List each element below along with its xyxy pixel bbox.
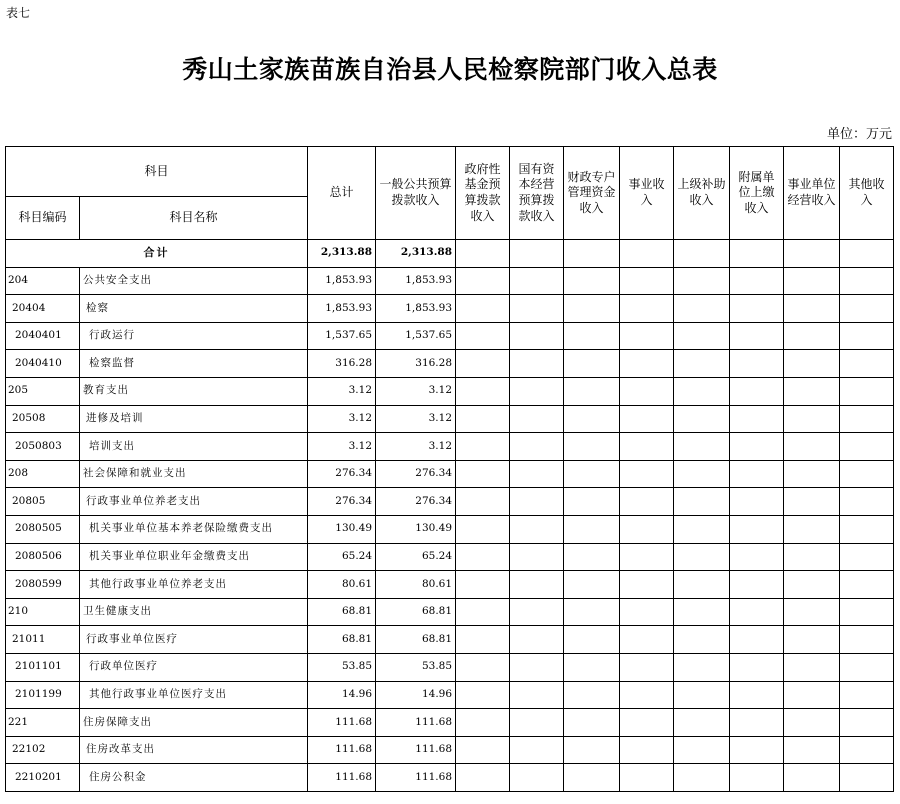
- row-total: 1,853.93: [308, 267, 376, 295]
- empty-cell: [564, 322, 620, 350]
- table-row: [6, 488, 894, 516]
- subject-name: 其他行政事业单位医疗支出: [80, 681, 308, 709]
- empty-cell: [510, 653, 564, 681]
- empty-cell: [840, 433, 894, 461]
- empty-cell: [840, 764, 894, 792]
- table-number: 表七: [6, 6, 31, 20]
- empty-cell: [564, 433, 620, 461]
- empty-cell: [730, 543, 784, 571]
- header-other: 其他收入: [840, 147, 894, 240]
- table-row: [6, 571, 894, 599]
- empty-cell: [620, 764, 674, 792]
- subject-code: 21011: [6, 626, 80, 654]
- row-general-budget: 3.12: [376, 377, 456, 405]
- empty-cell: [784, 571, 840, 599]
- empty-cell: [840, 598, 894, 626]
- empty-cell: [456, 709, 510, 737]
- empty-cell: [510, 267, 564, 295]
- empty-cell: [840, 267, 894, 295]
- empty-cell: [730, 405, 784, 433]
- empty-cell: [456, 460, 510, 488]
- empty-cell: [674, 681, 730, 709]
- row-general-budget: 111.68: [376, 764, 456, 792]
- empty-cell: [730, 267, 784, 295]
- empty-cell: [456, 267, 510, 295]
- page-title: 秀山土家族苗族自治县人民检察院部门收入总表: [182, 55, 718, 84]
- empty-cell: [620, 405, 674, 433]
- row-total: 316.28: [308, 350, 376, 378]
- total-label: 合计: [6, 240, 308, 268]
- empty-cell: [564, 460, 620, 488]
- empty-cell: [564, 488, 620, 516]
- subject-code: 20404: [6, 295, 80, 323]
- table-row: [6, 267, 894, 295]
- empty-cell: [674, 598, 730, 626]
- subject-code: 221: [6, 709, 80, 737]
- subject-name: 行政运行: [80, 322, 308, 350]
- row-general-budget: 111.68: [376, 709, 456, 737]
- subject-name: 机关事业单位职业年金缴费支出: [80, 543, 308, 571]
- empty-cell: [456, 377, 510, 405]
- table-row: [6, 295, 894, 323]
- empty-cell: [456, 736, 510, 764]
- row-general-budget: 316.28: [376, 350, 456, 378]
- table-row: [6, 598, 894, 626]
- row-total: 111.68: [308, 736, 376, 764]
- table-row: [6, 322, 894, 350]
- empty-cell: [564, 709, 620, 737]
- subject-name: 检察监督: [80, 350, 308, 378]
- empty-cell: [564, 764, 620, 792]
- empty-cell: [674, 543, 730, 571]
- subject-name: 卫生健康支出: [80, 598, 308, 626]
- subject-code: 2050803: [6, 433, 80, 461]
- empty-cell: [784, 764, 840, 792]
- row-general-budget: 3.12: [376, 405, 456, 433]
- row-total: 1,537.65: [308, 322, 376, 350]
- empty-cell: [620, 653, 674, 681]
- empty-cell: [456, 681, 510, 709]
- empty-cell: [730, 488, 784, 516]
- empty-cell: [564, 653, 620, 681]
- empty-cell: [510, 515, 564, 543]
- row-general-budget: 65.24: [376, 543, 456, 571]
- empty-cell: [730, 681, 784, 709]
- empty-cell: [620, 295, 674, 323]
- empty-cell: [784, 626, 840, 654]
- empty-cell: [510, 405, 564, 433]
- empty-cell: [456, 295, 510, 323]
- empty-cell: [674, 515, 730, 543]
- empty-cell: [564, 515, 620, 543]
- empty-cell: [784, 709, 840, 737]
- header-general-budget: 一般公共预算拨款收入: [376, 147, 456, 240]
- empty-cell: [840, 543, 894, 571]
- empty-cell: [456, 433, 510, 461]
- empty-cell: [730, 295, 784, 323]
- empty-cell: [564, 598, 620, 626]
- empty-cell: [840, 405, 894, 433]
- empty-cell: [674, 322, 730, 350]
- unit-label: 单位：万元: [826, 127, 892, 142]
- empty-cell: [620, 598, 674, 626]
- empty-cell: [674, 295, 730, 323]
- row-total: 80.61: [308, 571, 376, 599]
- empty-cell: [840, 515, 894, 543]
- row-total: 1,853.93: [308, 295, 376, 323]
- empty-cell: [674, 736, 730, 764]
- empty-cell: [564, 267, 620, 295]
- empty-cell: [840, 709, 894, 737]
- row-general-budget: 68.81: [376, 626, 456, 654]
- empty-cell: [456, 350, 510, 378]
- empty-cell: [510, 681, 564, 709]
- row-general-budget: 53.85: [376, 653, 456, 681]
- table-row: [6, 405, 894, 433]
- header-affiliated-unit: 附属单位上缴收入: [730, 147, 784, 240]
- row-total: 3.12: [308, 405, 376, 433]
- empty-cell: [564, 626, 620, 654]
- header-name: 科目名称: [80, 197, 308, 240]
- empty-cell: [840, 653, 894, 681]
- subject-code: 2080599: [6, 571, 80, 599]
- empty-cell: [620, 543, 674, 571]
- empty-cell: [784, 488, 840, 516]
- row-total: 3.12: [308, 433, 376, 461]
- subject-code: 205: [6, 377, 80, 405]
- row-total: 14.96: [308, 681, 376, 709]
- row-total: 276.34: [308, 488, 376, 516]
- subject-name: 检察: [80, 295, 308, 323]
- total-general-budget: 2,313.88: [376, 240, 456, 268]
- empty-cell: [620, 460, 674, 488]
- empty-cell: [674, 626, 730, 654]
- empty-cell: [564, 350, 620, 378]
- empty-cell: [840, 681, 894, 709]
- empty-cell: [840, 460, 894, 488]
- empty-cell: [510, 764, 564, 792]
- empty-cell: [784, 515, 840, 543]
- empty-cell: [730, 626, 784, 654]
- row-general-budget: 111.68: [376, 736, 456, 764]
- subject-code: 2080506: [6, 543, 80, 571]
- empty-cell: [510, 433, 564, 461]
- subject-code: 2101101: [6, 653, 80, 681]
- empty-cell: [730, 377, 784, 405]
- row-total: 111.68: [308, 709, 376, 737]
- table-row: [6, 626, 894, 654]
- empty-cell: [840, 736, 894, 764]
- row-total: 68.81: [308, 626, 376, 654]
- subject-code: 20508: [6, 405, 80, 433]
- empty-cell: [456, 598, 510, 626]
- header-code: 科目编码: [6, 197, 80, 240]
- empty-cell: [564, 736, 620, 764]
- header-total: 总计: [308, 147, 376, 240]
- subject-name: 住房保障支出: [80, 709, 308, 737]
- empty-cell: [730, 709, 784, 737]
- empty-cell: [456, 626, 510, 654]
- empty-cell: [784, 543, 840, 571]
- row-total: 111.68: [308, 764, 376, 792]
- empty-cell: [510, 736, 564, 764]
- empty-cell: [840, 626, 894, 654]
- empty-cell: [840, 571, 894, 599]
- subject-code: 2101199: [6, 681, 80, 709]
- empty-cell: [840, 350, 894, 378]
- empty-cell: [730, 571, 784, 599]
- table-row: [6, 681, 894, 709]
- empty-cell: [784, 736, 840, 764]
- empty-cell: [510, 488, 564, 516]
- empty-cell: [620, 626, 674, 654]
- row-general-budget: 1,853.93: [376, 267, 456, 295]
- subject-name: 公共安全支出: [80, 267, 308, 295]
- empty-cell: [840, 322, 894, 350]
- header-business-operation: 事业单位经营收入: [784, 147, 840, 240]
- empty-cell: [564, 543, 620, 571]
- empty-cell: [510, 626, 564, 654]
- empty-cell: [784, 322, 840, 350]
- subject-code: 208: [6, 460, 80, 488]
- total-row: [6, 240, 894, 268]
- empty-cell: [784, 653, 840, 681]
- table-row: [6, 433, 894, 461]
- empty-cell: [674, 460, 730, 488]
- header-special-fund: 财政专户管理资金收入: [564, 147, 620, 240]
- row-total: 53.85: [308, 653, 376, 681]
- empty-cell: [510, 571, 564, 599]
- table-row: [6, 653, 894, 681]
- subject-name: 培训支出: [80, 433, 308, 461]
- subject-name: 机关事业单位基本养老保险缴费支出: [80, 515, 308, 543]
- empty-cell: [674, 488, 730, 516]
- empty-cell: [674, 377, 730, 405]
- empty-cell: [510, 377, 564, 405]
- empty-cell: [620, 681, 674, 709]
- empty-cell: [510, 322, 564, 350]
- empty-cell: [730, 515, 784, 543]
- empty-cell: [784, 267, 840, 295]
- subject-code: 2040410: [6, 350, 80, 378]
- empty-cell: [620, 377, 674, 405]
- empty-cell: [564, 405, 620, 433]
- header-business: 事业收入: [620, 147, 674, 240]
- row-general-budget: 80.61: [376, 571, 456, 599]
- empty-cell: [674, 709, 730, 737]
- income-table: [5, 146, 894, 792]
- row-general-budget: 1,537.65: [376, 322, 456, 350]
- subject-name: 其他行政事业单位养老支出: [80, 571, 308, 599]
- empty-cell: [564, 681, 620, 709]
- row-general-budget: 276.34: [376, 488, 456, 516]
- table-row: [6, 709, 894, 737]
- empty-cell: [784, 377, 840, 405]
- table-row: [6, 515, 894, 543]
- table-row: [6, 764, 894, 792]
- table-row: [6, 543, 894, 571]
- empty-cell: [674, 267, 730, 295]
- empty-cell: [510, 295, 564, 323]
- empty-cell: [564, 377, 620, 405]
- empty-cell: [730, 736, 784, 764]
- subject-code: 22102: [6, 736, 80, 764]
- subject-name: 教育支出: [80, 377, 308, 405]
- row-general-budget: 3.12: [376, 433, 456, 461]
- empty-cell: [784, 460, 840, 488]
- subject-code: 2210201: [6, 764, 80, 792]
- table-row: [6, 736, 894, 764]
- table-row: [6, 460, 894, 488]
- total-value: 2,313.88: [308, 240, 376, 268]
- empty-cell: [456, 653, 510, 681]
- empty-cell: [674, 571, 730, 599]
- subject-code: 210: [6, 598, 80, 626]
- empty-cell: [730, 322, 784, 350]
- empty-cell: [730, 598, 784, 626]
- empty-cell: [456, 322, 510, 350]
- row-general-budget: 130.49: [376, 515, 456, 543]
- empty-cell: [730, 433, 784, 461]
- empty-cell: [456, 405, 510, 433]
- empty-cell: [564, 295, 620, 323]
- empty-cell: [510, 460, 564, 488]
- empty-cell: [730, 653, 784, 681]
- subject-name: 行政事业单位医疗: [80, 626, 308, 654]
- header-subject: 科目: [6, 147, 308, 197]
- empty-cell: [456, 515, 510, 543]
- row-total: 65.24: [308, 543, 376, 571]
- empty-cell: [784, 405, 840, 433]
- subject-code: 2040401: [6, 322, 80, 350]
- empty-cell: [620, 709, 674, 737]
- subject-name: 行政单位医疗: [80, 653, 308, 681]
- subject-name: 进修及培训: [80, 405, 308, 433]
- empty-cell: [620, 267, 674, 295]
- empty-cell: [620, 488, 674, 516]
- empty-cell: [674, 764, 730, 792]
- empty-cell: [456, 571, 510, 599]
- empty-cell: [564, 571, 620, 599]
- subject-name: 行政事业单位养老支出: [80, 488, 308, 516]
- row-total: 68.81: [308, 598, 376, 626]
- empty-cell: [456, 543, 510, 571]
- empty-cell: [674, 653, 730, 681]
- empty-cell: [840, 295, 894, 323]
- empty-cell: [456, 764, 510, 792]
- empty-cell: [456, 488, 510, 516]
- empty-cell: [784, 350, 840, 378]
- table-row: [6, 377, 894, 405]
- empty-cell: [784, 598, 840, 626]
- empty-cell: [730, 460, 784, 488]
- header-gov-fund: 政府性基金预算拨款收入: [456, 147, 510, 240]
- row-total: 130.49: [308, 515, 376, 543]
- empty-cell: [510, 543, 564, 571]
- empty-cell: [620, 322, 674, 350]
- empty-cell: [510, 598, 564, 626]
- subject-name: 社会保障和就业支出: [80, 460, 308, 488]
- empty-cell: [730, 350, 784, 378]
- empty-cell: [674, 350, 730, 378]
- row-general-budget: 14.96: [376, 681, 456, 709]
- row-general-budget: 276.34: [376, 460, 456, 488]
- row-general-budget: 1,853.93: [376, 295, 456, 323]
- empty-cell: [840, 377, 894, 405]
- empty-cell: [730, 764, 784, 792]
- empty-cell: [620, 433, 674, 461]
- empty-cell: [620, 350, 674, 378]
- row-total: 3.12: [308, 377, 376, 405]
- subject-code: 2080505: [6, 515, 80, 543]
- table-row: [6, 350, 894, 378]
- empty-cell: [620, 515, 674, 543]
- header-state-capital: 国有资本经营预算拨款收入: [510, 147, 564, 240]
- subject-code: 204: [6, 267, 80, 295]
- row-total: 276.34: [308, 460, 376, 488]
- empty-cell: [784, 295, 840, 323]
- subject-name: 住房公积金: [80, 764, 308, 792]
- empty-cell: [620, 736, 674, 764]
- empty-cell: [510, 350, 564, 378]
- subject-name: 住房改革支出: [80, 736, 308, 764]
- header-superior-subsidy: 上级补助收入: [674, 147, 730, 240]
- empty-cell: [784, 433, 840, 461]
- empty-cell: [674, 405, 730, 433]
- empty-cell: [840, 488, 894, 516]
- subject-code: 20805: [6, 488, 80, 516]
- empty-cell: [674, 433, 730, 461]
- empty-cell: [620, 571, 674, 599]
- empty-cell: [510, 709, 564, 737]
- empty-cell: [784, 681, 840, 709]
- row-general-budget: 68.81: [376, 598, 456, 626]
